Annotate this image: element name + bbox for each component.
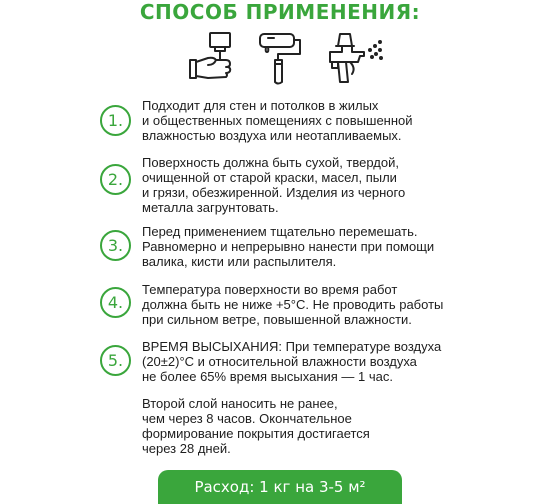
spray-gun-icon: [322, 30, 384, 86]
step-number-badge: 3.: [100, 230, 131, 261]
icons-row: [0, 30, 560, 88]
step-text: Поверхность должна быть сухой, твердой, очищенной от старой краски, масел, пыли и грязи, обезжиренной. Изделия из черного металла загрунтовать.: [142, 155, 406, 215]
step-number-badge: 2.: [100, 164, 131, 195]
paint-roller-icon: [256, 30, 304, 86]
step-text: Температура поверхности во время работ должна быть не ниже +5°С. Не проводить работы при сильном ветре, повышенной влажности.: [142, 282, 444, 327]
drying-note: Второй слой наносить не ранее, чем через 8 часов. Окончательное формирование покрытия достигается через 28 дней.: [142, 396, 370, 456]
step-number-badge: 1.: [100, 105, 131, 136]
consumption-banner: Расход: 1 кг на 3-5 м²: [158, 470, 402, 504]
step-text: Подходит для стен и потолков в жилых и общественных помещениях с повышенной влажностью воздуха или неотапливаемых.: [142, 98, 413, 143]
step-text: Перед применением тщательно перемешать. Равномерно и непрерывно нанести при помощи валика, кисти или распылителя.: [142, 224, 435, 269]
step-number-badge: 4.: [100, 287, 131, 318]
brush-in-hand-icon: [186, 30, 238, 82]
step-number-badge: 5.: [100, 345, 131, 376]
step-text: ВРЕМЯ ВЫСЫХАНИЯ: При температуре воздуха (20±2)°С и относительной влажности воздуха не более 65% время высыхания — 1 час.: [142, 339, 442, 384]
page-title: СПОСОБ ПРИМЕНЕНИЯ:: [139, 0, 421, 24]
